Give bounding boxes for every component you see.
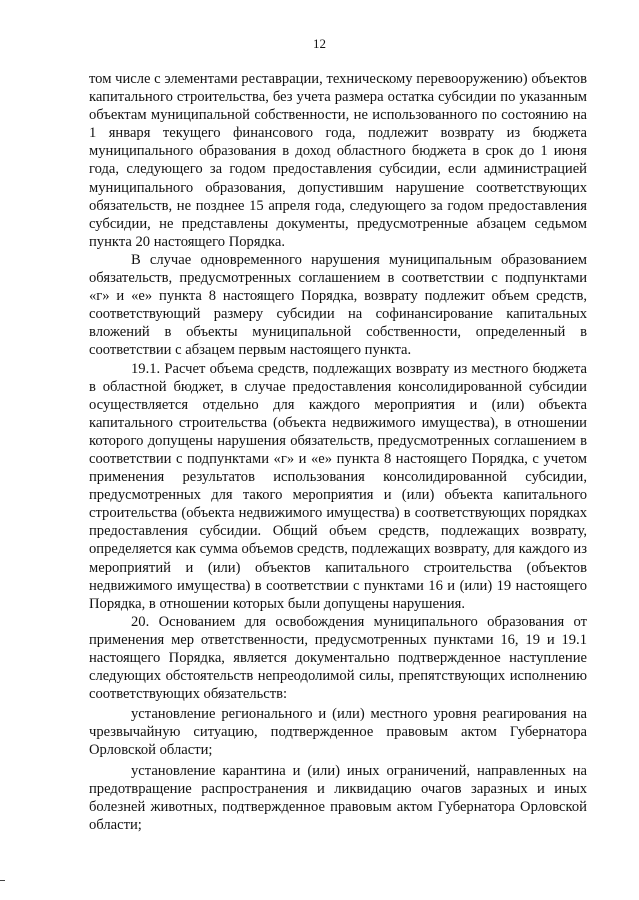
paragraph-19-1: 19.1. Расчет объема средств, подлежащих возврату из местного бюджета в областной бюджет, в случае предоставления консолидированной субсидии осуществляется отдельно для каждого мероприятия и (или) объекта капитального строительства (объекта недвижимого имущества), в отношении которого допущены нарушения обязательств, предусмотренных соглашением в соответствии с подпунктами «г» и «е» пункта 8 настоящего Порядка, с учетом применения результатов использования консолидированной субсидии, предусмотренных для такого мероприятия и (или) объекта капитального строительства (объекта недвижимого имущества) в соответствующих порядках предоставления субсидии. Общий объем средств, подлежащих возврату, определяется как сумма объемов средств, подлежащих возврату, для каждого из мероприятий и (или) объектов капитального строительства (объектов недвижимого имущества) в соответствии с пунктами 16 и (или) 19 настоящего Порядка, в отношении которых были допущены нарушения. <box>89 360 587 612</box>
paragraph-20: 20. Основанием для освобождения муниципального образования от применения мер ответственности, предусмотренных пунктами 16, 19 и 19.1 настоящего Порядка, является документально подтвержденное наступление следующих обстоятельств непреодолимой силы, препятствующих исполнению соответствующих обязательств: <box>89 613 587 703</box>
paragraph-simultaneous-violation: В случае одновременного нарушения муниципальным образованием обязательств, предусмотренных соглашением в соответствии с подпунктами «г» и «е» пункта 8 настоящего Порядка, возврату подлежит объем средств, соответствующий размеру субсидии на софинансирование капитальных вложений в объекты муниципальной собственности, определенный в соответствии с абзацем первым настоящего пункта. <box>89 251 587 359</box>
document-body <box>89 70 587 834</box>
page-number: 12 <box>313 36 326 51</box>
paragraph-continuation: том числе с элементами реставрации, техническому перевооружению) объектов капитального строительства, без учета размера остатка субсидии по указанным объектам муниципальной собственности, не использованного по состоянию на 1 января текущего финансового года, подлежит возврату из бюджета муниципального образования в доход областного бюджета в срок до 1 июня года, следующего за годом предоставления субсидии, если администрацией муниципального образования, допустившим нарушение соответствующих обязательств, не позднее 15 апреля года, следующего за годом предоставления субсидии, не представлены документы, предусмотренные абзацем седьмом пункта 20 настоящего Порядка. <box>89 71 587 250</box>
paragraph-emergency-response: установление регионального и (или) местного уровня реагирования на чрезвычайную ситуацию, подтвержденное правовым актом Губернатора Орловской области; <box>89 706 587 759</box>
scan-edge-mark <box>0 880 5 881</box>
paragraph-quarantine: установление карантина и (или) иных ограничений, направленных на предотвращение распространения и ликвидацию очагов заразных и иных болезней животных, подтвержденное правовым актом Губернатора Орловской области; <box>89 762 587 833</box>
